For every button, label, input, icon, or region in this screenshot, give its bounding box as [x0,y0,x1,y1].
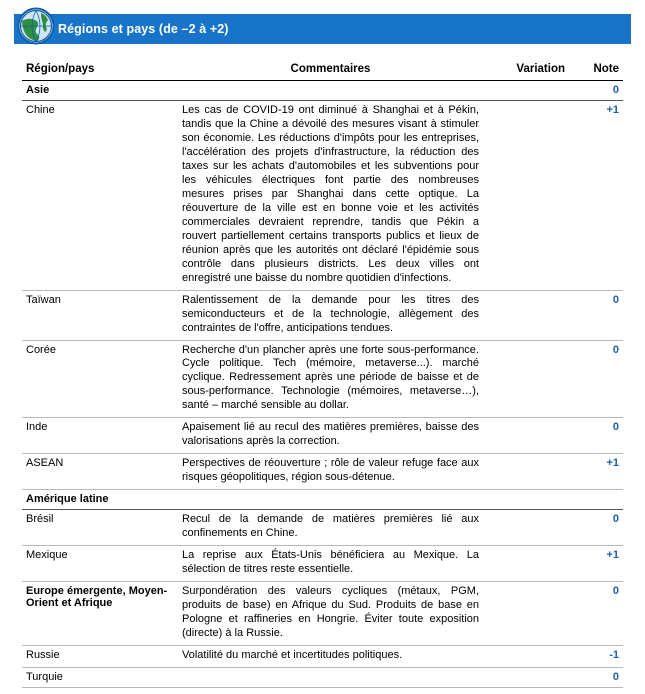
cell-variation [483,510,569,546]
column-header-variation: Variation [516,63,565,75]
table-row [22,510,623,546]
cell-note: 0 [569,510,623,546]
cell-region: Asie [22,81,178,101]
cell-variation [483,645,569,667]
table-row [22,546,623,582]
table-header [22,60,623,81]
cell-comment: Recherche d'un plancher après une forte sous-performance. Cycle politique. Tech (mémoire, metaverse...). marché cyclique. Redressement après une période de baisse et de sous-performance. Technologie (mémoires, metaverse…), santé – marché sensible au dollar. [178,340,483,418]
cell-variation [483,101,569,291]
cell-region: Chine [22,101,178,291]
cell-variation [483,340,569,418]
cell-region: Europe émergente, Moyen-Orient et Afrique [22,582,178,646]
regions-table [22,60,623,688]
section-title: Régions et pays (de –2 à +2) [58,22,229,36]
table-row [22,340,623,418]
table-row [22,418,623,454]
cell-note: 0 [569,290,623,340]
table-row [22,582,623,646]
table-row [22,101,623,291]
table-row [22,645,623,667]
cell-comment: Perspectives de réouverture ; rôle de valeur refuge face aux risques géopolitiques, région sous-détenue. [178,454,483,490]
column-header-region: Région/pays [26,63,95,75]
cell-variation [483,667,569,687]
cell-comment: Ralentissement de la demande pour les titres des semiconducteurs et de la technologie, allègement des contraintes de l'offre, anticipations tendues. [178,290,483,340]
cell-comment [178,667,483,687]
cell-note: 0 [569,418,623,454]
cell-note: -1 [569,645,623,667]
column-header-comments: Commentaires [290,63,371,75]
cell-region: Mexique [22,546,178,582]
cell-region: Turquie [22,667,178,687]
regions-table-wrapper [22,60,623,688]
cell-comment: Apaisement lié au recul des matières premières, baisse des valorisations après la correction. [178,418,483,454]
cell-variation [483,582,569,646]
cell-variation [483,454,569,490]
cell-region: Inde [22,418,178,454]
table-row [22,490,623,510]
cell-region: Russie [22,645,178,667]
table-header-row [22,60,623,81]
cell-comment: La reprise aux États-Unis bénéficiera au Mexique. La sélection de titres reste essentielle. [178,546,483,582]
cell-comment [178,81,483,101]
cell-variation [483,490,569,510]
table-body [22,81,623,688]
table-row [22,454,623,490]
cell-note: 0 [569,582,623,646]
cell-comment [178,490,483,510]
document-page [0,14,645,694]
cell-region: Brésil [22,510,178,546]
column-header-note: Note [593,63,619,75]
cell-region: Taïwan [22,290,178,340]
cell-region: Amérique latine [22,490,178,510]
section-banner [14,14,631,44]
cell-region: Corée [22,340,178,418]
cell-comment: Les cas de COVID-19 ont diminué à Shanghai et à Pékin, tandis que la Chine a dévoilé des mesures visant à stimuler son économie. Les réductions d'impôts pour les entreprises, l'accélération des projets d'infrastructure, la réduction des taxes sur les achats d'automobiles et les subventions pour les véhicules électriques font partie des nombreuses mesures prises par Shanghai dans cette optique. La réouverture de la ville est en bonne voie et les activités commerciales devraient reprendre, tandis que Pékin a rouvert partiellement certains transports publics et lieux de réunion après que les autorités ont déclaré l'épidémie sous contrôle dans plusieurs districts. Les deux villes ont enregistré une baisse du nombre quotidien d'infections. [178,101,483,291]
table-row [22,290,623,340]
cell-comment: Volatilité du marché et incertitudes politiques. [178,645,483,667]
cell-comment: Surpondération des valeurs cycliques (métaux, PGM, produits de base) en Afrique du Sud. Produits de base en Pologne et raffineries en Hongrie. Éviter toute exposition (directe) à la Russie. [178,582,483,646]
cell-note: +1 [569,454,623,490]
cell-note: 0 [569,81,623,101]
cell-note [569,490,623,510]
table-row [22,81,623,101]
table-row [22,667,623,687]
cell-variation [483,81,569,101]
cell-variation [483,418,569,454]
cell-variation [483,290,569,340]
cell-note: 0 [569,667,623,687]
cell-variation [483,546,569,582]
cell-comment: Recul de la demande de matières premières lié aux confinements en Chine. [178,510,483,546]
cell-note: 0 [569,340,623,418]
cell-note: +1 [569,101,623,291]
cell-note: +1 [569,546,623,582]
globe-icon [13,3,59,49]
cell-region: ASEAN [22,454,178,490]
